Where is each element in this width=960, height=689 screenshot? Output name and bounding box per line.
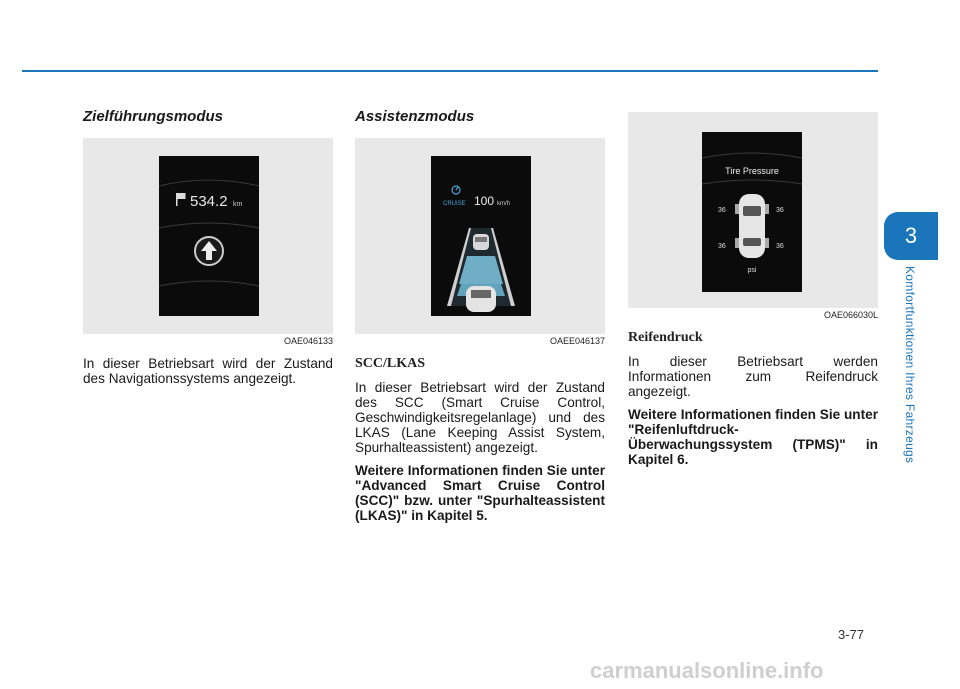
- body-text: In dieser Betriebsart werden Informationen zum Reifendruck angezeigt.: [628, 354, 878, 399]
- subheading-scc-lkas: SCC/LKAS: [355, 356, 426, 371]
- cluster-screen-tire: [702, 132, 802, 292]
- figure-assist: [355, 138, 605, 334]
- chapter-title: Komfortfunktionen Ihres Fahrzeugs: [903, 266, 917, 464]
- figure-navigation: [83, 138, 333, 334]
- column-assist: [355, 108, 605, 531]
- figure-tire-pressure: [628, 112, 878, 308]
- own-car-icon: [466, 286, 496, 312]
- car-ahead-icon: [473, 234, 489, 250]
- section-title-navigation: Zielführungsmodus: [83, 108, 223, 125]
- section-title-assist: Assistenzmodus: [355, 108, 475, 125]
- tire-screen-title: Tire Pressure: [725, 166, 779, 176]
- column-tire-pressure: [628, 112, 878, 475]
- figure-label: OAE066030L: [823, 310, 878, 320]
- assist-display: [431, 156, 531, 316]
- nav-distance: 534.2: [190, 193, 228, 210]
- cruise-speed-unit: km/h: [497, 201, 511, 207]
- column-navigation: [83, 108, 333, 394]
- body-text: In dieser Betriebsart wird der Zustand des Navigationssystems angezeigt.: [83, 356, 333, 386]
- arrow-up-icon: [195, 237, 223, 265]
- cruise-label: CRUISE: [443, 201, 466, 207]
- reference-text: Weitere Informationen finden Sie unter "Reifenluftdruck-Überwachungssystem (TPMS)" in Kapitel 6.: [628, 407, 878, 467]
- subheading-tire-pressure: Reifendruck: [628, 330, 703, 345]
- navigation-display: [159, 156, 259, 316]
- chapter-tab: 3: [884, 212, 938, 260]
- tire-unit: psi: [747, 267, 757, 274]
- figure-label: OAEE046137: [549, 336, 605, 346]
- nav-distance-unit: km: [233, 201, 243, 208]
- tire-rear-right: 36: [776, 243, 784, 250]
- cluster-screen-assist: [431, 156, 531, 316]
- tire-display: [702, 132, 802, 292]
- top-rule: [22, 70, 878, 72]
- car-top-view-icon: [735, 194, 769, 258]
- cruise-speed: 100: [474, 194, 495, 208]
- reference-text: Weitere Informationen finden Sie unter "Advanced Smart Cruise Control (SCC)" bzw. unter "Spurhalteassistent (LKAS)" in Kapitel 5.: [355, 463, 605, 523]
- body-text: In dieser Betriebsart wird der Zustand des SCC (Smart Cruise Control, Geschwindigkeitsregelanlage) und des LKAS (Lane Keeping Assist System, Spurhalteassistent) angezeigt.: [355, 380, 605, 455]
- cluster-screen-navigation: [159, 156, 259, 316]
- watermark: carmanualsonline.info: [590, 658, 824, 683]
- page-number: 3-77: [838, 627, 865, 642]
- tire-front-right: 36: [776, 207, 784, 214]
- tire-rear-left: 36: [718, 243, 726, 250]
- tire-front-left: 36: [718, 207, 726, 214]
- figure-label: OAE046133: [283, 336, 333, 346]
